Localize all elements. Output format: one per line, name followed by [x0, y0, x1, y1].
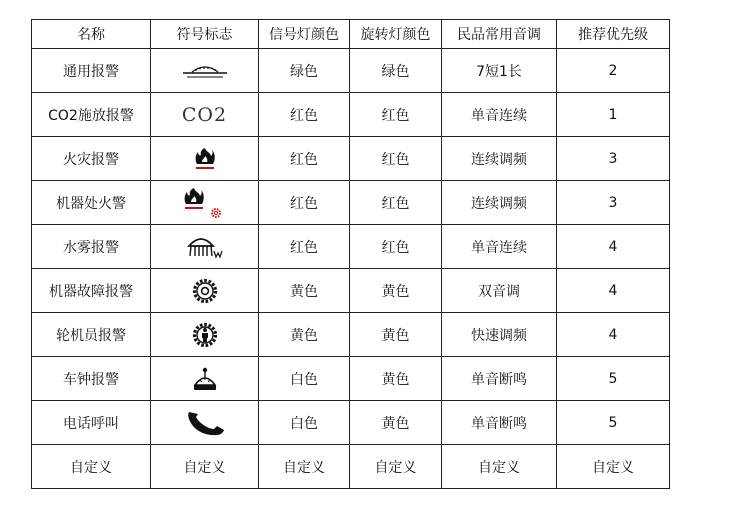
cell-signal-light: 黄色	[259, 313, 350, 357]
cell-name: 火灾报警	[32, 137, 151, 181]
cell-tone: 单音连续	[442, 93, 557, 137]
table-row	[32, 401, 670, 445]
cell-name: 车钟报警	[32, 357, 151, 401]
cell-signal-light: 红色	[259, 137, 350, 181]
header-tone: 民品常用音调	[442, 20, 557, 49]
machinery-fault-gear-icon	[191, 277, 219, 305]
fire-icon	[192, 145, 218, 173]
cell-priority: 2	[557, 49, 670, 93]
cell-priority: 3	[557, 181, 670, 225]
cell-priority: 5	[557, 357, 670, 401]
cell-symbol	[151, 137, 259, 181]
table-row	[32, 225, 670, 269]
cell-tone: 7短1长	[442, 49, 557, 93]
cell-tone: 连续调频	[442, 181, 557, 225]
machinery-fire-icon	[183, 186, 227, 220]
cell-rotating-light: 黄色	[350, 357, 442, 401]
table-row	[32, 445, 670, 489]
header-priority: 推荐优先级	[557, 20, 670, 49]
table-row	[32, 93, 670, 137]
cell-symbol	[151, 181, 259, 225]
cell-symbol: 自定义	[151, 445, 259, 489]
cell-tone: 单音连续	[442, 225, 557, 269]
cell-signal-light: 黄色	[259, 269, 350, 313]
table-row	[32, 357, 670, 401]
cell-rotating-light: 红色	[350, 93, 442, 137]
cell-symbol	[151, 269, 259, 313]
cell-signal-light: 绿色	[259, 49, 350, 93]
cell-priority: 1	[557, 93, 670, 137]
table-row	[32, 269, 670, 313]
cell-signal-light: 白色	[259, 357, 350, 401]
cell-symbol	[151, 313, 259, 357]
cell-tone: 连续调频	[442, 137, 557, 181]
cell-name: 自定义	[32, 445, 151, 489]
table-row	[32, 313, 670, 357]
cell-rotating-light: 黄色	[350, 269, 442, 313]
cell-tone: 单音断鸣	[442, 357, 557, 401]
engineer-call-icon	[191, 321, 219, 349]
table-row	[32, 181, 670, 225]
cell-name: 水雾报警	[32, 225, 151, 269]
header-rotating-light: 旋转灯颜色	[350, 20, 442, 49]
telephone-handset-icon	[183, 408, 227, 438]
cell-symbol	[151, 357, 259, 401]
cell-priority: 自定义	[557, 445, 670, 489]
cell-name: CO2施放报警	[32, 93, 151, 137]
cell-signal-light: 红色	[259, 181, 350, 225]
cell-tone: 双音调	[442, 269, 557, 313]
cell-rotating-light: 红色	[350, 225, 442, 269]
cell-priority: 4	[557, 225, 670, 269]
cell-tone: 单音断鸣	[442, 401, 557, 445]
header-symbol: 符号标志	[151, 20, 259, 49]
header-row	[32, 20, 670, 49]
cell-signal-light: 自定义	[259, 445, 350, 489]
cell-rotating-light: 自定义	[350, 445, 442, 489]
header-signal-light: 信号灯颜色	[259, 20, 350, 49]
cell-priority: 4	[557, 269, 670, 313]
cell-symbol	[151, 49, 259, 93]
cell-rotating-light: 红色	[350, 181, 442, 225]
alarm-table	[31, 19, 670, 489]
cell-rotating-light: 绿色	[350, 49, 442, 93]
cell-tone: 快速调频	[442, 313, 557, 357]
cell-signal-light: 红色	[259, 225, 350, 269]
general-alarm-bell-icon	[175, 61, 235, 81]
cell-rotating-light: 红色	[350, 137, 442, 181]
cell-rotating-light: 黄色	[350, 401, 442, 445]
cell-name: 机器故障报警	[32, 269, 151, 313]
co2-text-icon: CO2	[181, 103, 228, 126]
cell-name: 轮机员报警	[32, 313, 151, 357]
cell-symbol	[151, 225, 259, 269]
cell-signal-light: 红色	[259, 93, 350, 137]
cell-priority: 3	[557, 137, 670, 181]
cell-name: 通用报警	[32, 49, 151, 93]
header-name: 名称	[32, 20, 151, 49]
cell-priority: 5	[557, 401, 670, 445]
table-row	[32, 49, 670, 93]
cell-symbol	[151, 401, 259, 445]
cell-priority: 4	[557, 313, 670, 357]
cell-name: 电话呼叫	[32, 401, 151, 445]
cell-symbol	[151, 93, 259, 137]
cell-tone: 自定义	[442, 445, 557, 489]
engine-telegraph-icon	[191, 365, 219, 393]
water-mist-icon	[185, 232, 225, 262]
table-row	[32, 137, 670, 181]
cell-signal-light: 白色	[259, 401, 350, 445]
cell-rotating-light: 黄色	[350, 313, 442, 357]
cell-name: 机器处火警	[32, 181, 151, 225]
